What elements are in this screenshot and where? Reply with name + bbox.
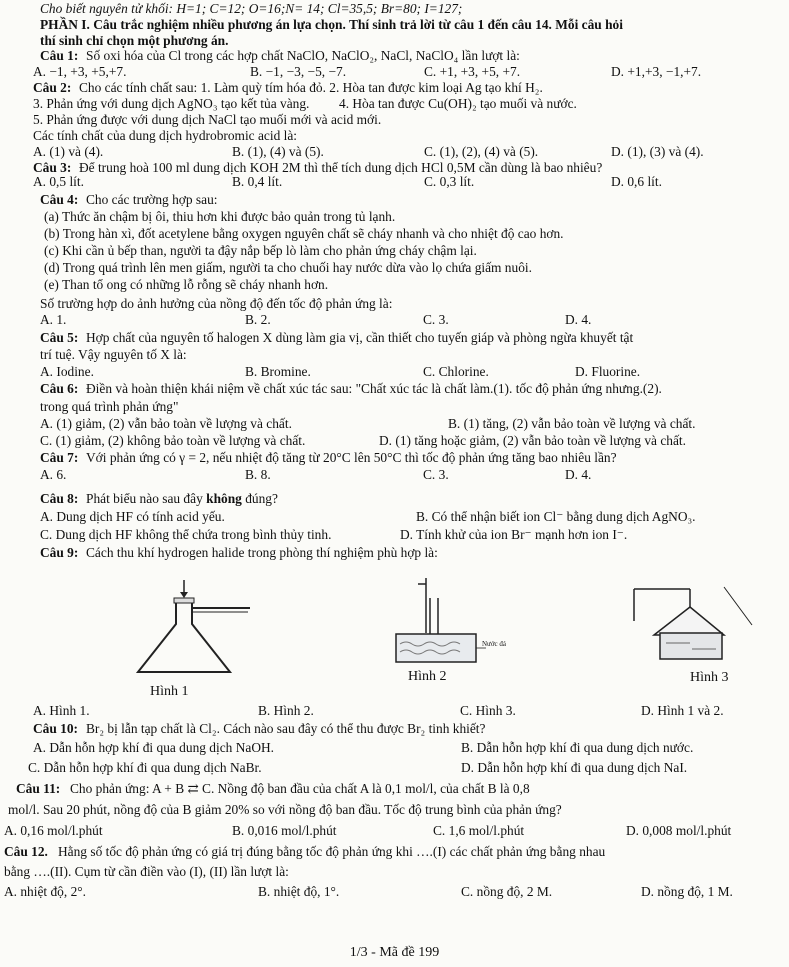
q10-option-b[interactable]: B. Dẫn hỗn hợp khí đi qua dung dịch nước. [461, 740, 694, 755]
q2-label: Câu 2: [33, 80, 72, 95]
figure-2-ice-bath [390, 578, 500, 673]
q2-option-b[interactable]: B. (1), (4) và (5). [232, 144, 324, 159]
q3-option-b[interactable]: B. 0,4 lít. [232, 174, 283, 189]
q11-label: Câu 11: [16, 781, 61, 796]
q2-option-d[interactable]: D. (1), (3) và (4). [611, 144, 704, 159]
q3-text: Để trung hoà 100 ml dung dịch KOH 2M thì thể tích dung dịch HCl 0,5M cần dùng là bao nhiêu? [79, 160, 603, 175]
q10-text: Br₂ bị lẫn tạp chất là Cl₂. Cách nào sau đây có thể thu được Br₂ tinh khiết? [86, 721, 486, 736]
q9-option-d[interactable]: D. Hình 1 và 2. [641, 703, 724, 718]
q9-option-a[interactable]: A. Hình 1. [33, 703, 90, 718]
q10-option-a[interactable]: A. Dẫn hỗn hợp khí đi qua dung dịch NaOH. [33, 740, 275, 755]
q8-text-post: đúng? [241, 491, 278, 506]
q8-text-pre: Phát biểu nào sau đây [86, 491, 207, 506]
q6-option-b[interactable]: B. (1) tăng, (2) vẫn bảo toàn về lượng và chất. [448, 416, 696, 431]
q12-option-a[interactable]: A. nhiệt độ, 2°. [4, 884, 86, 899]
q7-option-d[interactable]: D. 4. [565, 467, 592, 482]
q2-text-2a: 3. Phản ứng với dung dịch AgNO₃ tạo kết tủa vàng. [33, 96, 310, 111]
q4-option-c[interactable]: C. 3. [423, 312, 449, 327]
q12-option-c[interactable]: C. nồng độ, 2 M. [461, 884, 553, 899]
q6-option-c[interactable]: C. (1) giảm, (2) không bảo toàn về lượng và chất. [40, 433, 306, 448]
q10-label: Câu 10: [33, 721, 79, 736]
q4-option-d[interactable]: D. 4. [565, 312, 592, 327]
section-title: PHẦN I. Câu trắc nghiệm nhiều phương án lựa chọn. Thí sinh trả lời từ câu 1 đến câu 14. Mỗi câu hỏi [40, 17, 623, 32]
q4-text: Cho các trường hợp sau: [86, 192, 218, 207]
q8-option-c[interactable]: C. Dung dịch HF không thể chứa trong bình thủy tinh. [40, 527, 332, 542]
q8-option-b[interactable]: B. Có thể nhận biết ion Cl⁻ bằng dung dịch AgNO₃. [416, 509, 696, 524]
figure-2-caption: Hình 2 [408, 669, 447, 684]
q9-option-b[interactable]: B. Hình 2. [258, 703, 314, 718]
q8-option-d[interactable]: D. Tính khử của ion Br⁻ mạnh hơn ion I⁻. [400, 527, 628, 542]
q4-item-c: (c) Khi cần ủ bếp than, người ta đậy nắp bếp lò làm cho phản ứng cháy chậm lại. [44, 243, 477, 258]
q1-text: Số oxi hóa của Cl trong các hợp chất NaClO, NaClO₂, NaCl, NaClO₄ lần lượt là: [86, 48, 520, 63]
q11-text-2: mol/l. Sau 20 phút, nồng độ của B giảm 20% so với nồng độ ban đầu. Tốc độ trung bình của phản ứng? [8, 802, 562, 817]
q9-option-c[interactable]: C. Hình 3. [460, 703, 516, 718]
q3-option-a[interactable]: A. 0,5 lít. [33, 174, 84, 189]
q5-text-2: trí tuệ. Vậy nguyên tố X là: [40, 347, 187, 362]
q12-text-2: bằng ….(II). Cụm từ cần điền vào (I), (II) lần lượt là: [4, 864, 289, 879]
q5-text: Hợp chất của nguyên tố halogen X dùng làm gia vị, cần thiết cho tuyến giáp và phòng ngừa khuyết tật [86, 330, 634, 345]
q3-option-c[interactable]: C. 0,3 lít. [424, 174, 475, 189]
q2-text-2b: 4. Hòa tan được Cu(OH)₂ tạo muối và nước. [339, 96, 577, 111]
section-title-cont: thí sinh chỉ chọn một phương án. [40, 33, 229, 48]
q1-option-d[interactable]: D. +1,+3, −1,+7. [611, 64, 702, 79]
q4-item-a: (a) Thức ăn chậm bị ôi, thiu hơn khi được bảo quản trong tủ lạnh. [44, 209, 396, 224]
q5-option-a[interactable]: A. Iodine. [40, 364, 94, 379]
q10-option-c[interactable]: C. Dẫn hỗn hợp khí đi qua dung dịch NaBr. [28, 760, 262, 775]
q7-option-b[interactable]: B. 8. [245, 467, 271, 482]
q2-option-c[interactable]: C. (1), (2), (4) và (5). [424, 144, 539, 159]
q2-option-a[interactable]: A. (1) và (4). [33, 144, 104, 159]
q11-option-d[interactable]: D. 0,008 mol/l.phút [626, 823, 732, 838]
figure-3-caption: Hình 3 [690, 670, 729, 685]
q8-text-bold: không [206, 491, 242, 506]
q1-option-c[interactable]: C. +1, +3, +5, +7. [424, 64, 521, 79]
q4-item-b: (b) Trong hàn xì, đốt acetylene bằng oxygen nguyên chất sẽ cháy nhanh và cho nhiệt độ cao hơn. [44, 226, 564, 241]
q5-option-c[interactable]: C. Chlorine. [423, 364, 489, 379]
q4-question: Số trường hợp do ảnh hưởng của nồng độ đến tốc độ phản ứng là: [40, 296, 393, 311]
q6-label: Câu 6: [40, 381, 79, 396]
q7-label: Câu 7: [40, 450, 79, 465]
q3-option-d[interactable]: D. 0,6 lít. [611, 174, 662, 189]
page-footer: 1/3 - Mã đề 199 [349, 945, 440, 960]
atomic-masses: Cho biết nguyên tử khối: H=1; C=12; O=16;N= 14; Cl=35,5; Br=80; I=127; [40, 1, 463, 16]
q12-option-b[interactable]: B. nhiệt độ, 1°. [258, 884, 340, 899]
q9-text: Cách thu khí hydrogen halide trong phòng thí nghiệm phù hợp là: [86, 545, 438, 560]
q11-text: Cho phản ứng: A + B ⇄ C. Nồng độ ban đầu của chất A là 0,1 mol/l, của chất B là 0,8 [70, 781, 530, 796]
q9-label: Câu 9: [40, 545, 79, 560]
q12-option-d[interactable]: D. nồng độ, 1 M. [641, 884, 733, 899]
q3-label: Câu 3: [33, 160, 72, 175]
q5-label: Câu 5: [40, 330, 79, 345]
q5-option-d[interactable]: D. Fluorine. [575, 364, 641, 379]
q2-text-3: 5. Phản ứng được với dung dịch NaCl tạo muối mới và acid mới. [33, 112, 382, 127]
q4-option-b[interactable]: B. 2. [245, 312, 271, 327]
q6-text-2: trong quá trình phản ứng" [40, 399, 179, 414]
q7-option-c[interactable]: C. 3. [423, 467, 449, 482]
q2-text-1: Cho các tính chất sau: 1. Làm quỳ tím hóa đỏ. 2. Hòa tan được kim loại Ag tạo khí H₂. [79, 80, 543, 95]
q7-text: Với phản ứng có γ = 2, nếu nhiệt độ tăng từ 20°C lên 50°C thì tốc độ phản ứng tăng bao nhiêu lần? [86, 450, 617, 465]
q8-label: Câu 8: [40, 491, 79, 506]
q6-option-d[interactable]: D. (1) tăng hoặc giảm, (2) vẫn bảo toàn về lượng và chất. [379, 433, 686, 448]
q4-item-e: (e) Than tổ ong có những lỗ rỗng sẽ cháy nhanh hơn. [44, 277, 329, 292]
q11-option-c[interactable]: C. 1,6 mol/l.phút [433, 823, 525, 838]
q1-label: Câu 1: [40, 48, 79, 63]
q11-option-b[interactable]: B. 0,016 mol/l.phút [232, 823, 337, 838]
q4-option-a[interactable]: A. 1. [40, 312, 67, 327]
q10-option-d[interactable]: D. Dẫn hỗn hợp khí đi qua dung dịch NaI. [461, 760, 688, 775]
figure-3-funnel [620, 585, 760, 665]
q4-label: Câu 4: [40, 192, 79, 207]
q1-option-a[interactable]: A. −1, +3, +5,+7. [33, 64, 127, 79]
figure-1-flask [118, 580, 258, 680]
figure-1-caption: Hình 1 [150, 684, 189, 699]
q6-text: Điền và hoàn thiện khái niệm về chất xúc tác sau: "Chất xúc tác là chất làm.(1). tốc độ phản ứng nhưng.(2). [86, 381, 662, 396]
q8-option-a[interactable]: A. Dung dịch HF có tính acid yếu. [40, 509, 225, 524]
q4-item-d: (d) Trong quá trình lên men giấm, người ta cho chuối hay nước dừa vào lọ chứa giấm nuôi. [44, 260, 532, 275]
q8-text [86, 491, 278, 507]
q12-text: Hằng số tốc độ phản ứng có giá trị đúng bằng tốc độ phản ứng khi ….(I) các chất phản ứng bằng nhau [58, 844, 606, 859]
q6-option-a[interactable]: A. (1) giảm, (2) vẫn bảo toàn về lượng và chất. [40, 416, 292, 431]
q12-label: Câu 12. [4, 844, 48, 859]
figure-2-ice-label: Nước đá [482, 640, 507, 648]
q11-option-a[interactable]: A. 0,16 mol/l.phút [4, 823, 103, 838]
q2-text-4: Các tính chất của dung dịch hydrobromic acid là: [33, 128, 298, 143]
q1-option-b[interactable]: B. −1, −3, −5, −7. [250, 64, 347, 79]
q5-option-b[interactable]: B. Bromine. [245, 364, 311, 379]
q7-option-a[interactable]: A. 6. [40, 467, 67, 482]
